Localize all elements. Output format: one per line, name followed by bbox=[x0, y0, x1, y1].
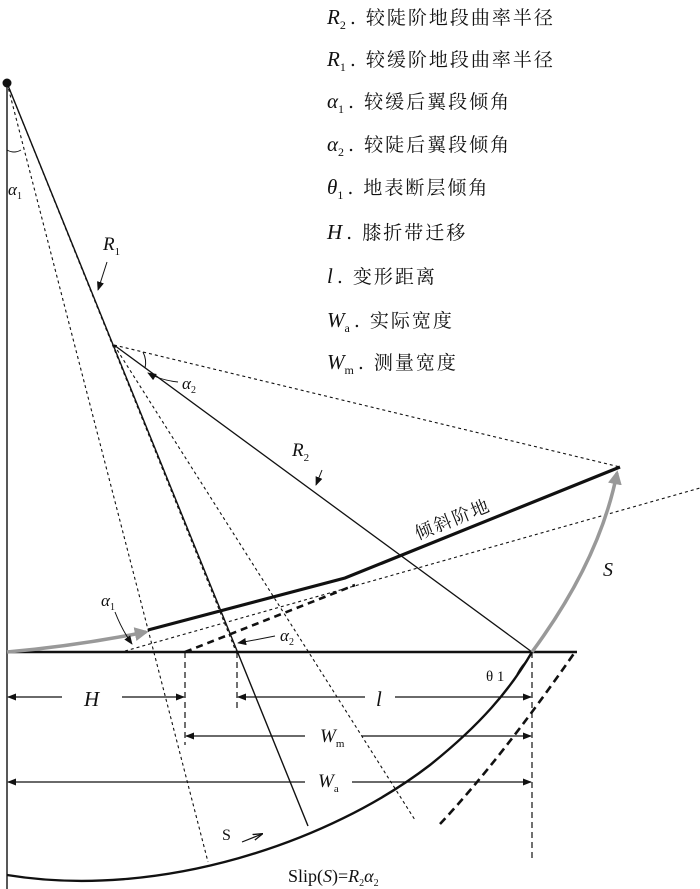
alpha1-top-label: $\alpha_1$ bbox=[8, 180, 22, 202]
alpha2-top-label: $\alpha_2$ bbox=[182, 374, 196, 396]
R2-pointer bbox=[316, 470, 322, 485]
dotted-mid-line bbox=[114, 345, 415, 820]
legend-item: $W_a$ . 实际宽度 bbox=[327, 308, 454, 335]
Wm-label: $W_m$ bbox=[320, 726, 345, 750]
R1-pointer bbox=[98, 262, 107, 290]
legend-item: H . 膝折带迁移 bbox=[327, 220, 468, 244]
legend-item: l . 变形距离 bbox=[327, 264, 437, 288]
alpha1-pointer bbox=[115, 612, 132, 644]
legend-item: $\alpha_1$ . 较缓后翼段倾角 bbox=[327, 89, 512, 116]
R1-label: $R_1$ bbox=[103, 234, 121, 258]
S-right-label: S bbox=[603, 559, 613, 581]
legend-item: $R_1$ . 较缓阶地段曲率半径 bbox=[327, 47, 555, 74]
dotted-radial-1 bbox=[7, 83, 208, 862]
dotted-extension bbox=[125, 488, 700, 651]
alpha2-low-pointer bbox=[238, 636, 275, 643]
R2-radius-line bbox=[114, 345, 532, 652]
alpha2-angle-arc bbox=[143, 352, 146, 368]
alpha2-low-label: $\alpha_2$ bbox=[280, 626, 294, 648]
slip-formula: $Slip(S)=R_2\alpha_2$ bbox=[288, 866, 379, 889]
slip-direction-arrow bbox=[242, 834, 262, 842]
dashed-lower-terrace bbox=[185, 585, 355, 652]
R2-label: $R_2$ bbox=[292, 440, 310, 464]
Wa-label: $W_a$ bbox=[318, 771, 339, 795]
legend-item: $\alpha_2$ . 较陡后翼段倾角 bbox=[327, 132, 512, 159]
legend-item: $R_2$ . 较陡阶地段曲率半径 bbox=[327, 5, 555, 32]
terrace-label: 倾斜阶地 bbox=[412, 495, 495, 545]
legend-item: $\theta_1$ . 地表断层倾角 bbox=[327, 175, 490, 202]
l-label: l bbox=[376, 687, 382, 711]
legend-item: $W_m$ . 测量宽度 bbox=[327, 350, 458, 377]
theta1-label: θ 1 bbox=[486, 669, 505, 685]
S-bottom-label: S bbox=[222, 827, 231, 844]
gray-arrow-lower bbox=[7, 632, 146, 652]
alpha1-angle-arc bbox=[7, 150, 21, 152]
alpha1-low-label: $\alpha_1$ bbox=[101, 591, 115, 613]
H-label: H bbox=[84, 687, 100, 711]
